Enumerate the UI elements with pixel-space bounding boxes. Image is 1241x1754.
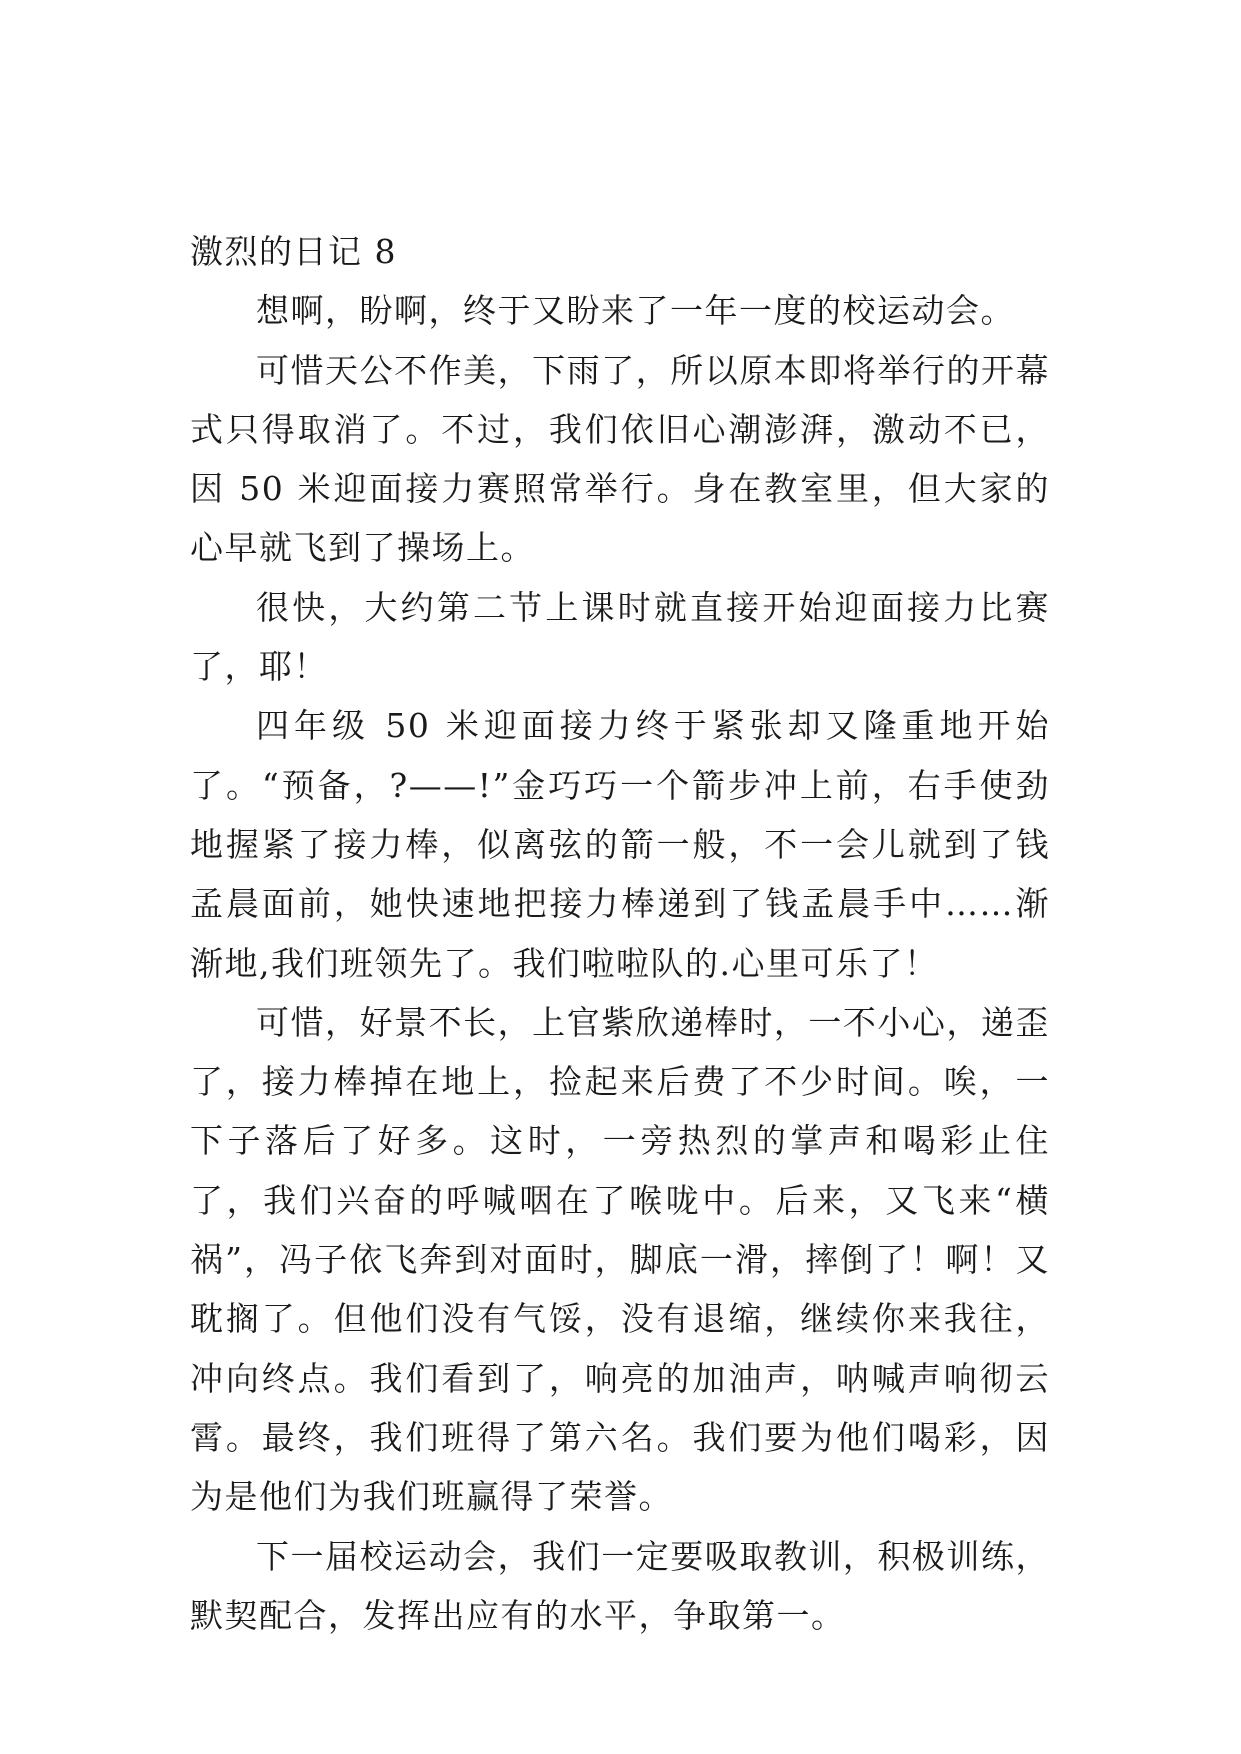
paragraph: 可惜天公不作美，下雨了，所以原本即将举行的开幕式只得取消了。不过，我们依旧心潮澎湃，激动不已，因 50 米迎面接力赛照常举行。身在教室里，但大家的心早就飞到了操场上。 [190, 350, 1050, 568]
paragraph: 想啊，盼啊，终于又盼来了一年一度的校运动会。 [256, 291, 1015, 331]
paragraph: 下一届校运动会，我们一定要吸取教训，积极训练，默契配合，发挥出应有的水平，争取第一。 [190, 1536, 1050, 1635]
document-title: 激烈的日记 8 [190, 232, 397, 271]
paragraph: 很快，大约第二节上课时就直接开始迎面接力比赛了，耶！ [190, 587, 1050, 687]
document-body [190, 222, 1050, 1645]
paragraph: 可惜，好景不长，上官紫欣递棒时，一不小心，递歪了，接力棒掉在地上，捡起来后费了不少时间。唉，一下子落后了好多。这时，一旁热烈的掌声和喝彩止住了，我们兴奋的呼喊咽在了喉咙中。后来，又飞来“横祸”，冯子依飞奔到对面时，脚底一滑，摔倒了！啊！又耽搁了。但他们没有气馁，没有退缩，继续你来我往，冲向终点。我们看到了，响亮的加油声，呐喊声响彻云霄。最终，我们班得了第六名。我们要为他们喝彩，因为是他们为我们班赢得了荣誉。 [190, 1002, 1050, 1517]
paragraph: 四年级 50 米迎面接力终于紧张却又隆重地开始了。“预备，?——!”金巧巧一个箭步冲上前，右手使劲地握紧了接力棒，似离弦的箭一般，不一会儿就到了钱孟晨面前，她快速地把接力棒递到了钱孟晨手中……渐渐地,我们班领先了。我们啦啦队的.心里可乐了！ [190, 706, 1050, 983]
